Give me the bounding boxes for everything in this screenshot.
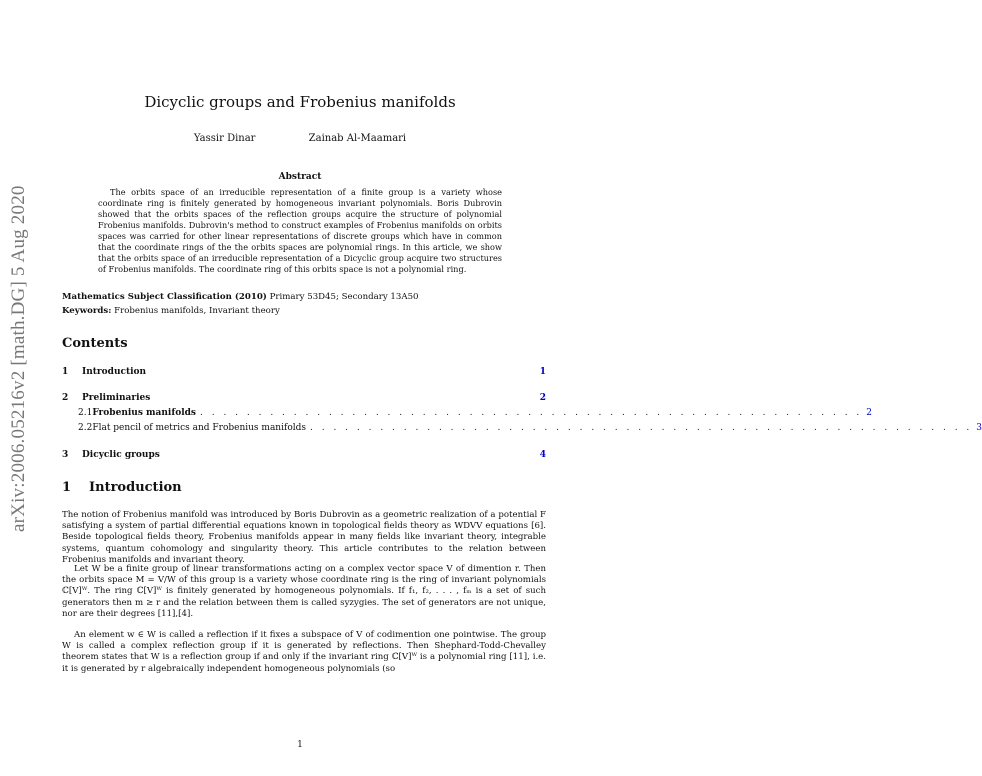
intro-paragraph-3: An element w ∈ W is called a reflection if it fixes a subspace of V of codimention one pointwise. The group W is called a complex reflection group if it is generated by reflections. Then Shephard-Todd-Chevalley theorem states that W is a reflection group if and only if the invariant ring ℂ[V]ᵂ is a polynomial ring [11], i.e. it is generated by r algebraically independent homogeneous polynomials (so [62, 630, 546, 674]
arxiv-identifier: arXiv:2006.05216v2 [math.DG] 5 Aug 2020 [8, 185, 29, 533]
authors [0, 133, 600, 144]
toc-page-link[interactable]: 3 [976, 423, 982, 433]
toc-entry-frobenius-manifolds[interactable] [78, 408, 873, 418]
keywords-label: Keywords: [62, 306, 112, 316]
toc-label: Preliminaries [82, 393, 151, 403]
msc-label: Mathematics Subject Classification (2010) [62, 292, 267, 302]
intro-paragraph-2: Let W be a finite group of linear transformations acting on a complex vector space V of dimention r. Then the orbits space M = V/W of this group is a variety whose coordinate ring is the ring of invariant polynomials ℂ[V]ᵂ. The ring ℂ[V]ᵂ is finitely generated by homogeneous polynomials. If f₁, f₂, . . . , fₘ is a set of such generators then m ≥ r and the relation between them is called syzygies. The set of generators are not unique, nor are their degrees [11],[4]. [62, 564, 546, 619]
msc-line [62, 292, 542, 302]
toc-entry-introduction[interactable] [62, 367, 546, 377]
section-title: Introduction [89, 480, 182, 495]
toc-num: 3 [62, 450, 69, 460]
toc-num: 1 [62, 367, 69, 377]
toc-num: 2.1 [78, 408, 93, 418]
toc-page-link[interactable]: 1 [539, 367, 546, 377]
section-heading-introduction [62, 480, 182, 495]
intro-paragraph-1: The notion of Frobenius manifold was introduced by Boris Dubrovin as a geometric realization of a potential F satisfying a system of partial differential equations known in topological fields theory as WDVV equations [6]. Beside topological fields theory, Frobenius manifolds appear in many fields like invariant theory, integrable systems, quantum cohomology and singularity theory. This article contributes to the relation between Frobenius manifolds and invariant theory. [62, 510, 546, 565]
toc-page-link[interactable]: 4 [539, 450, 546, 460]
toc-num: 2.2 [78, 423, 93, 433]
msc-value: Primary 53D45; Secondary 13A50 [269, 292, 419, 302]
toc-page-link[interactable]: 2 [866, 408, 873, 418]
author-1: Yassir Dinar [193, 133, 256, 144]
paper-title: Dicyclic groups and Frobenius manifolds [144, 93, 456, 111]
abstract-text: The orbits space of an irreducible representation of a finite group is a variety whose coordinate ring is finitely generated by homogeneous invariant polynomials. Boris Dubrovin showed that the orbits spaces of the reflection groups acquire the structure of polynomial Frobenius manifolds. Dubrovin's method to construct examples of Frobenius manifolds on orbits spaces was carried for other linear representations of discrete groups which have in common that the coordinate rings of the the orbits spaces are polynomial rings. In this article, we show that the orbits space of an irreducible representation of a Dicyclic group acquire two structures of Frobenius manifolds. The coordinate ring of this orbits space is not a polynomial ring. [98, 187, 502, 274]
abstract-heading: Abstract [278, 172, 322, 182]
toc-entry-flat-pencil[interactable] [78, 423, 982, 433]
keywords-value: Frobenius manifolds, Invariant theory [114, 306, 280, 316]
section-number: 1 [62, 480, 72, 495]
toc-entry-preliminaries[interactable] [62, 393, 546, 403]
toc-entry-dicyclic-groups[interactable] [62, 450, 546, 460]
contents-heading: Contents [62, 336, 128, 351]
keywords-line [62, 306, 542, 316]
toc-page-link[interactable]: 2 [539, 393, 546, 403]
toc-label: Introduction [82, 367, 147, 377]
author-2: Zainab Al-Maamari [308, 133, 407, 144]
toc-leader-dots: . . . . . . . . . . . . . . . . . . . . . . . . . . . . . . . . . . . . . . . . . . . . . . . . . . . . . . . . . [310, 423, 973, 433]
page-number: 1 [297, 740, 303, 750]
toc-label: Frobenius manifolds [92, 408, 196, 418]
toc-label: Dicyclic groups [82, 450, 160, 460]
toc-label: Flat pencil of metrics and Frobenius manifolds [92, 423, 306, 433]
toc-leader-dots: . . . . . . . . . . . . . . . . . . . . . . . . . . . . . . . . . . . . . . . . . . . . . . . . . . . . . . . . . [200, 408, 863, 418]
toc-num: 2 [62, 393, 69, 403]
